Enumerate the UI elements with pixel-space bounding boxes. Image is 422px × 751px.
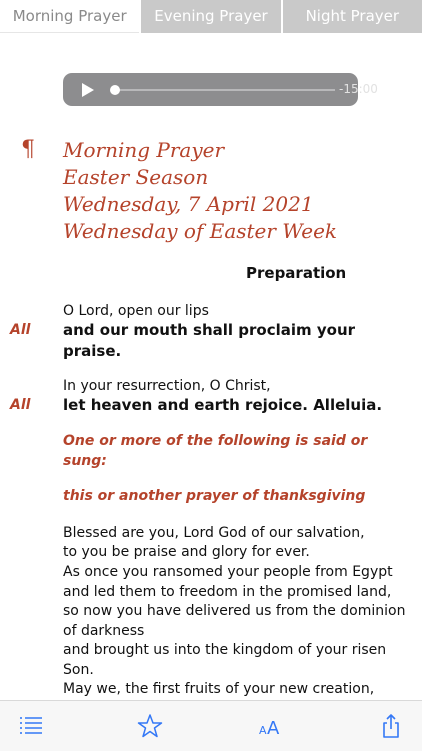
section-title: Preparation	[246, 264, 347, 282]
prayer-line: and led them to freedom in the promised land,	[63, 584, 392, 600]
prayer-tabs	[0, 0, 422, 33]
leader-line: O Lord, open our lips	[63, 303, 209, 319]
tab-night-prayer[interactable]: Night Prayer	[281, 0, 422, 33]
rubric-line: One or more of the following is said or	[63, 433, 368, 449]
prayer-line: As once you ransomed your people from Egypt	[63, 564, 393, 580]
leader-line: In your resurrection, O Christ,	[63, 378, 271, 394]
all-label: All	[10, 322, 31, 338]
prayer-line: so now you have delivered us from the dominion	[63, 603, 406, 619]
prayer-line: to you be praise and glory for ever.	[63, 544, 310, 560]
rubric-line: sung:	[63, 453, 107, 469]
pilcrow-icon: ¶	[21, 137, 35, 162]
bottom-toolbar	[0, 700, 422, 751]
list-icon[interactable]	[18, 713, 44, 739]
tab-morning-prayer[interactable]: Morning Prayer	[0, 0, 139, 33]
response-line: and our mouth shall proclaim your	[63, 321, 356, 339]
audio-progress-track[interactable]	[115, 89, 335, 91]
prayer-line: of darkness	[63, 623, 145, 639]
prayer-line: Blessed are you, Lord God of our salvation,	[63, 525, 365, 541]
prayer-line: May we, the first fruits of your new creation,	[63, 681, 375, 697]
prayer-line: Son.	[63, 662, 94, 678]
svg-text:A: A	[267, 718, 280, 739]
time-remaining: -15:00	[339, 82, 378, 96]
prayer-line: and brought us into the kingdom of your risen	[63, 642, 387, 658]
play-icon[interactable]	[82, 83, 94, 97]
heading-date: Wednesday, 7 April 2021	[63, 192, 314, 216]
tab-evening-prayer[interactable]: Evening Prayer	[139, 0, 280, 33]
heading-season: Easter Season	[63, 165, 209, 189]
share-icon[interactable]	[378, 713, 404, 739]
all-label: All	[10, 397, 31, 413]
audio-player	[63, 73, 378, 106]
rubric-line: this or another prayer of thanksgiving	[63, 488, 366, 504]
audio-progress-thumb[interactable]	[110, 85, 120, 95]
star-icon[interactable]	[137, 713, 163, 739]
response-line: praise.	[63, 342, 122, 360]
svg-text:A: A	[259, 724, 267, 737]
heading-day: Wednesday of Easter Week	[63, 219, 338, 243]
heading-service: Morning Prayer	[63, 138, 225, 162]
response-line: let heaven and earth rejoice. Alleluia.	[63, 396, 383, 414]
text-size-icon[interactable]	[258, 713, 284, 739]
